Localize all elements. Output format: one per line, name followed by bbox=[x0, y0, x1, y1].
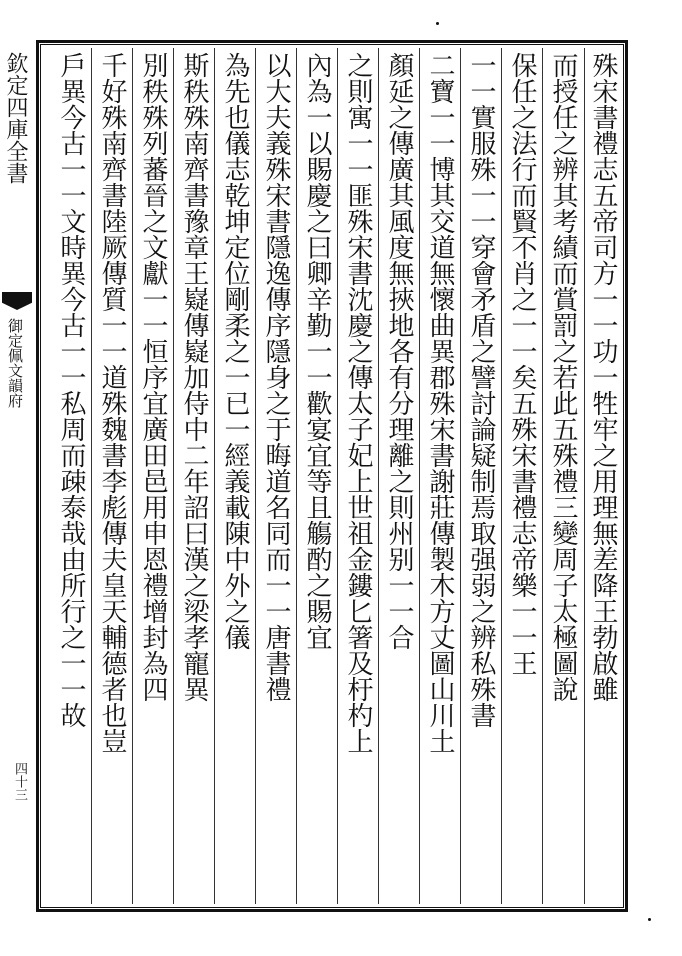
column-rule bbox=[173, 48, 174, 904]
text-column: 保任之法行而賢不肖之一一矣五殊宋書禮志帝樂一一王 bbox=[507, 52, 537, 676]
text-column: 戶異今古一一文時異今古一一私周而疎泰哉由所行之一一故 bbox=[56, 52, 86, 728]
text-column: 一一實服殊一一穿會矛盾之譬討論疑制焉取强弱之辨私殊書 bbox=[466, 52, 496, 728]
speck-mark bbox=[648, 918, 651, 921]
column-rule bbox=[584, 48, 585, 904]
text-column: 而授任之辨其考績而賞罰之若此五殊禮三變周子太極圖說 bbox=[548, 52, 578, 702]
text-column: 為先也儀志乾坤定位剛柔之一已一經義載陳中外之儀 bbox=[220, 52, 250, 650]
text-column: 之則寓一一匪殊宋書沈慶之傳太子妃上世祖金鏤匕箸及杅杓上 bbox=[343, 52, 373, 754]
text-column: 以大夫義殊宋書隱逸傳序隱身之于晦道名同而一一唐書禮 bbox=[261, 52, 291, 702]
text-column: 別秩殊列蕃晉之文獻一一恒序宜廣田邑用申恩禮增封為四 bbox=[138, 52, 168, 702]
fish-tail-mark-icon bbox=[2, 292, 32, 310]
page-number: 四十三 bbox=[12, 762, 27, 801]
column-rule bbox=[419, 48, 420, 904]
text-column: 千好殊南齊書陸厥傳質一一道殊魏書李彪傳夫皇天輔德者也豈 bbox=[97, 52, 127, 754]
text-column: 二寶一一博其交道無懷曲異郡殊宋書謝莊傳製木方丈圖山川土 bbox=[425, 52, 455, 754]
column-rule bbox=[460, 48, 461, 904]
text-column: 內為一以賜慶之曰卿辛勤一一歡宴宜等且觴酌之賜宜 bbox=[302, 52, 332, 650]
text-column: 殊宋書禮志五帝司方一一功一牲牢之用理無差降王勃啟雖 bbox=[588, 52, 618, 702]
text-column: 顏延之傳廣其風度無挾地各有分理離之則州别一一合 bbox=[384, 52, 414, 650]
column-rule bbox=[132, 48, 133, 904]
margin-work-title: 御定佩文韻府 bbox=[6, 318, 24, 408]
column-rule bbox=[542, 48, 543, 904]
column-rule bbox=[337, 48, 338, 904]
column-rule bbox=[296, 48, 297, 904]
column-rule bbox=[255, 48, 256, 904]
speck-mark bbox=[436, 22, 439, 25]
margin-book-title: 欽定四庫全書 bbox=[3, 52, 28, 184]
column-rule bbox=[214, 48, 215, 904]
column-rule bbox=[501, 48, 502, 904]
text-column: 斯秩殊南齊書豫章王嶷傳嶷加侍中二年詔曰漢之梁孝寵異 bbox=[179, 52, 209, 702]
column-rule bbox=[378, 48, 379, 904]
column-rule bbox=[91, 48, 92, 904]
